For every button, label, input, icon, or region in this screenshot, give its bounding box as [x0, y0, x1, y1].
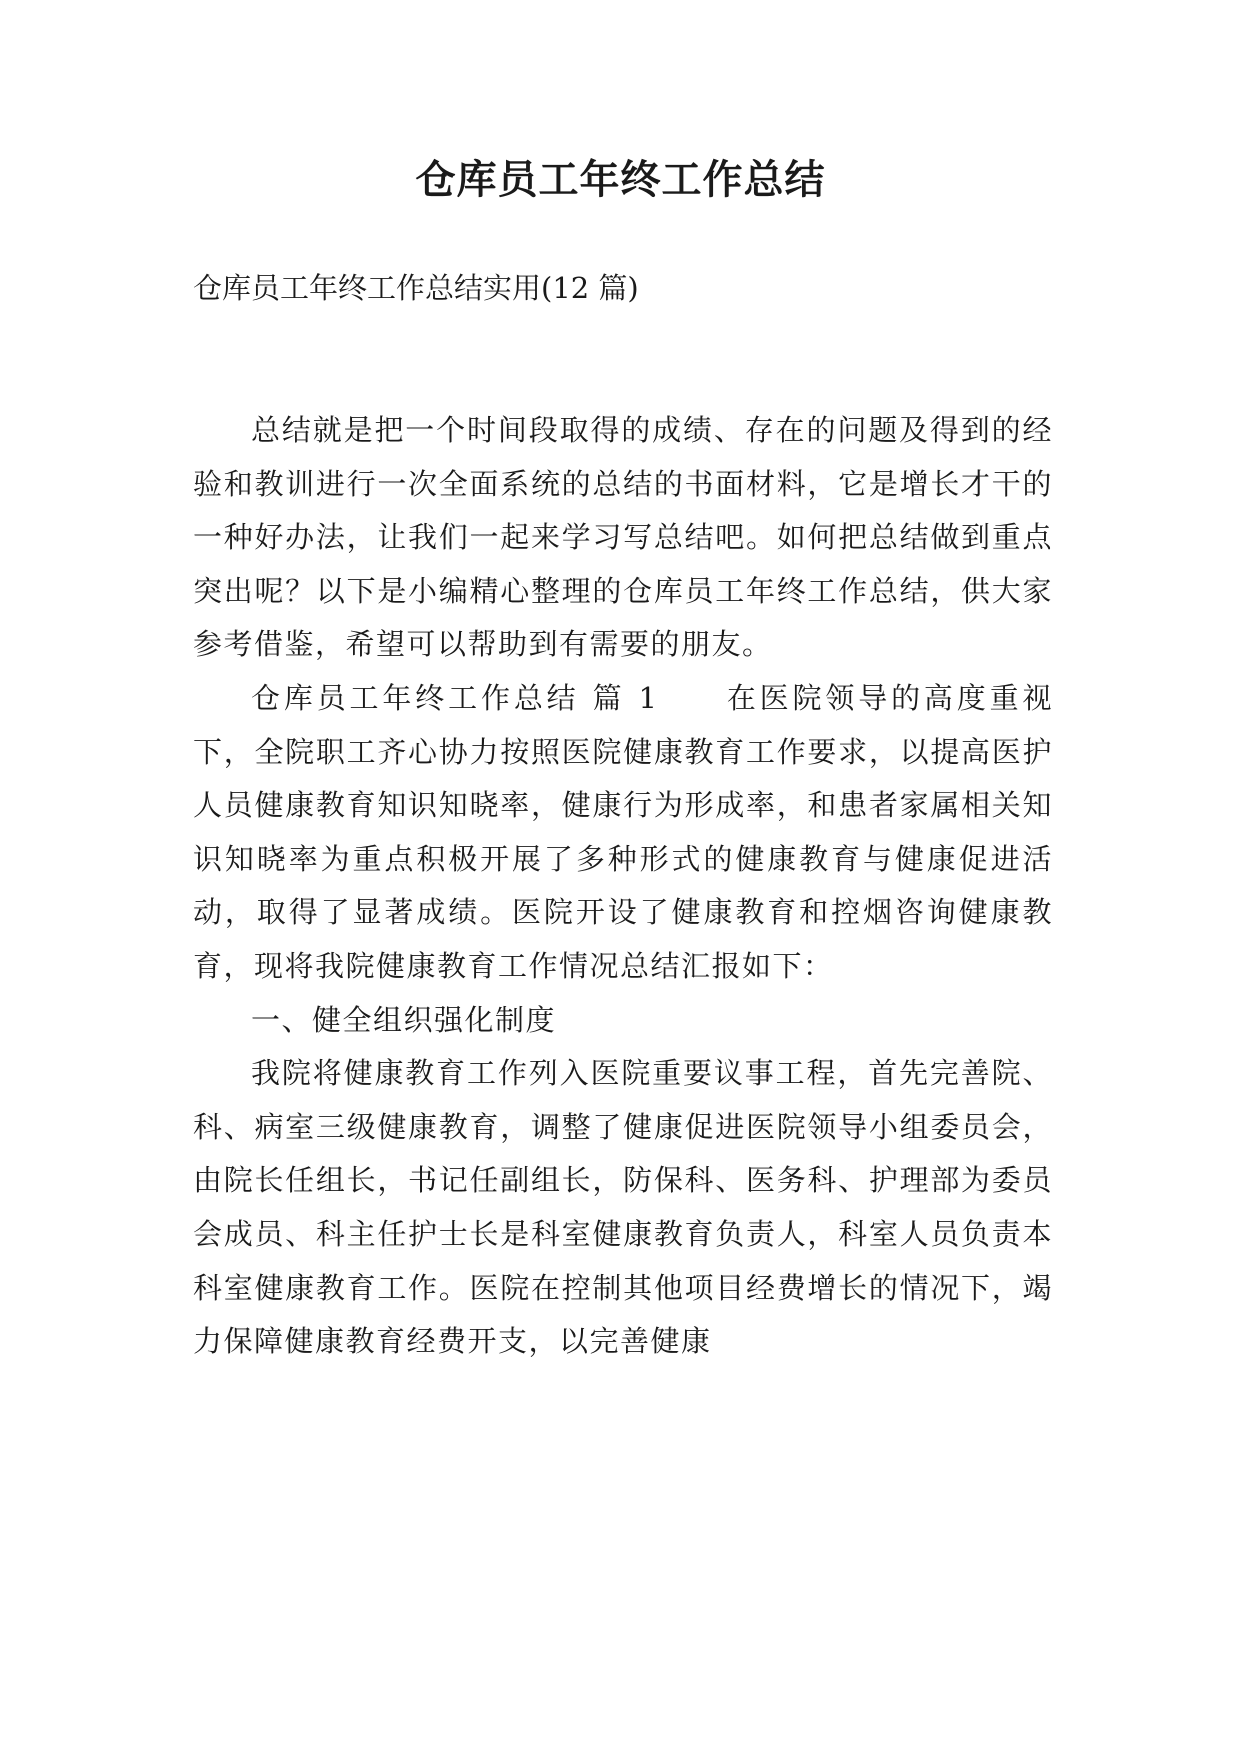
document-body: [193, 404, 1053, 1369]
intro-paragraph: 总结就是把一个时间段取得的成绩、存在的问题及得到的经验和教训进行一次全面系统的总结的书面材料，它是增长才干的一种好办法，让我们一起来学习写总结吧。如何把总结做到重点突出呢？以下是小编精心整理的仓库员工年终工作总结，供大家参考借鉴，希望可以帮助到有需要的朋友。: [193, 413, 1053, 662]
section-label: 仓库员工年终工作总结 篇 1: [251, 680, 659, 715]
body-paragraph: 我院将健康教育工作列入医院重要议事工程，首先完善院、科、病室三级健康教育，调整了健康促进医院领导小组委员会，由院长任组长，书记任副组长，防保科、医务科、护理部为委员会成员、科主任护士长是科室健康教育负责人，科室人员负责本科室健康教育工作。医院在控制其他项目经费增长的情况下，竭力保障健康教育经费开支，以完善健康: [193, 1056, 1053, 1359]
section-paragraph: [193, 672, 1053, 994]
section-heading: 一、健全组织强化制度: [251, 1002, 557, 1037]
document-subtitle: 仓库员工年终工作总结实用(12 篇): [193, 271, 639, 305]
section-text: 在医院领导的高度重视下，全院职工齐心协力按照医院健康教育工作要求，以提高医护人员健康教育知识知晓率，健康行为形成率，和患者家属相关知识知晓率为重点积极开展了多种形式的健康教育与健康促进活动，取得了显著成绩。医院开设了健康教育和控烟咨询健康教育，现将我院健康教育工作情况总结汇报如下：: [193, 680, 1053, 983]
document-title: 仓库员工年终工作总结: [415, 156, 826, 203]
